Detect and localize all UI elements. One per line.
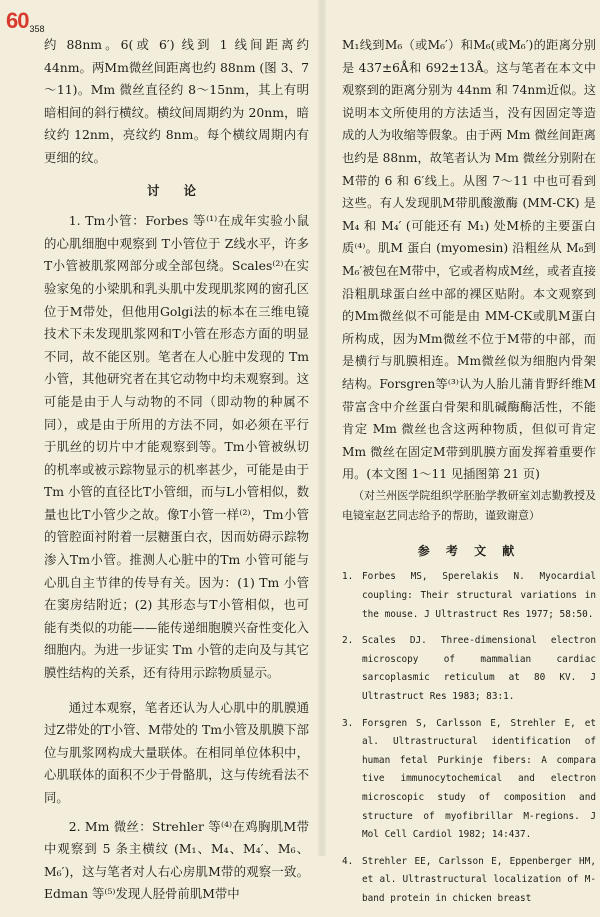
acknowledgement: （对兰州医学院组织学胚胎学教研室刘志勤教授及电镜室赵艺同志给予的帮助，谨致谢意） [342,488,596,522]
references-list [342,568,596,908]
left-column [44,34,309,906]
right-paragraph-1: M₁线到M₆（或M₆′）和M₆(或M₆′)的距离分别是 437±6Å和 692±13Å。这与笔者在本文中观察到的距离分别为 44nm 和 74nm近似。这说明本文所使用的方法适当，没有因固定等造成的人为收缩等假象。由于两 Mm 微丝间距离也约是 88nm，故笔者认为 Mm 微丝分别附在M带的 6 和 6′线上。从图 7～11 中也可看到这些。有人发现肌M带肌酸激酶 (MM-CK) 是 M₄ 和 M₄′ (可能还有 M₁) 处M桥的主要蛋白质⁽⁴⁾。肌M 蛋白 (myomesin) 沿粗丝从 M₆到M₆′被包在M带中，它或者构成M丝，或者直接沿粗肌球蛋白丝中部的裸区贴附。本文观察到的Mm微丝似不可能是由 MM-CK或肌M蛋白所构成，因为Mm微丝不位于M带的中部，而是横行与肌膜相连。Mm微丝似为细胞内骨架结构。Forsgren等⁽³⁾认为人胎儿蒲肯野纤维M带富含中介丝蛋白骨架和肌碱酶酶活性，不能肯定 Mm 微丝也含这两种物质，但似可肯定 Mm 微丝在固定M带到肌膜方面发挥着重要作用。(本文图 1～11 见插图第 21 页) [342,38,596,482]
reference-text: Forbes MS, Sperelakis N. Myocardial coupling: Their structural variations in the mouse. J Ultrastruct Res 1977; 58:50. [362,571,596,620]
reference-item [342,715,596,845]
reference-item [342,632,596,706]
reference-number: 2. [342,635,354,647]
reference-number: 4. [342,855,354,867]
right-column [342,34,596,917]
discussion-paragraph-2: 通过本观察，笔者还认为人心肌中的肌膜通过Z带处的T小管、M带处的 Tm小管及肌膜下部位与肌浆网构成大量联体。在相同单位体积中，心肌联体的面积不少于骨骼肌，这与传统看法不同。 [44,699,309,805]
intro-paragraph: 约 88nm。6(或 6′) 线到 1 线间距离约 44nm。两Mm微丝间距离也约 88nm (图 3、7～11)。Mm 微丝直径约 8～15nm，其上有明暗相间的斜行横纹。横纹间周期约为 20nm，暗纹约 12nm，亮纹约 8nm。每个横纹周期内有更细的纹。 [44,37,309,165]
discussion-paragraph-3: 2. Mm 微丝：Strehler 等⁽⁴⁾在鸡胸肌M带中观察到 5 条主横纹 (M₁、M₄、M₄′、M₆、M₆′)，这与笔者对人右心房肌M带的观察一致。Edman 等⁽⁵⁾发现人胫骨前肌M带中 [44,818,309,902]
references-title: 参 考 文 献 [417,543,521,558]
reference-item [342,568,596,624]
section-title: 讨 论 [146,182,207,198]
reference-number: 3. [342,717,354,729]
reference-item [342,853,596,909]
page-number [6,8,45,34]
page-gutter [318,0,326,856]
reference-number: 1. [342,571,354,583]
reference-text: Strehler EE, Carlsson E, Eppenberger HM, et al. Ultrastructural localization of M-band protein in chicken breast [362,855,596,904]
reference-text: Scales DJ. Three-dimensional electron microscopy of mammalian cardiac sarcoplasmic reticulum at 80 KV. J Ultrastruct Res 1983; 83:1. [362,635,596,703]
reference-text: Forsgren S, Carlsson E, Strehler E, et al. Ultrastructural identification of human fetal Purkinje fibers: A compara tive immunocytochemical and electron microscopic study of composition and structure of myofibrillar M-regions. J Mol Cell Cardiol 1982; 14:437. [362,717,596,841]
page-number-main: 60 [6,8,29,33]
page-number-sub: 358 [29,24,45,34]
discussion-paragraph-1: 1. Tm小管：Forbes 等⁽¹⁾在成年实验小鼠的心肌细胞中观察到 T小管位于 Z线水平，许多T小管被肌浆网部分或全部包绕。Scales⁽²⁾在实验家兔的小梁肌和乳头肌中发现肌浆网的窗孔区位于M带处，但他用Golgi法的标本在三维电镜技术下未发现肌浆网和T小管在形态方面的明显不同，故不能区别。笔者在人心脏中发现的 Tm 小管，其他研究者在其它动物中均未观察到。这可能是由于人与动物的不同（即动物的种属不同），或是由于所用的方法不同，如必须在平行于肌丝的切片中才能观察到等。Tm小管被纵切的机率或被示踪物显示的机率甚少，可能是由于 Tm 小管的直径比T小管细，而与L小管相似，数量也比T小管少之故。像T小管一样⁽²⁾，Tm小管的管腔面衬附着一层糖蛋白衣，因而妨碍示踪物渗入Tm小管。推测人心脏中的Tm 小管可能与心肌自主节律的传导有关。因为：(1) Tm 小管在窦房结附近；(2) 其形态与T小管相似，也可能有类似的功能——能传递细胞膜兴奋性变化入细胞内。为进一步证实 Tm 小管的走向及与其它膜性结构的关系，还有待用示踪物质显示。 [44,213,309,681]
